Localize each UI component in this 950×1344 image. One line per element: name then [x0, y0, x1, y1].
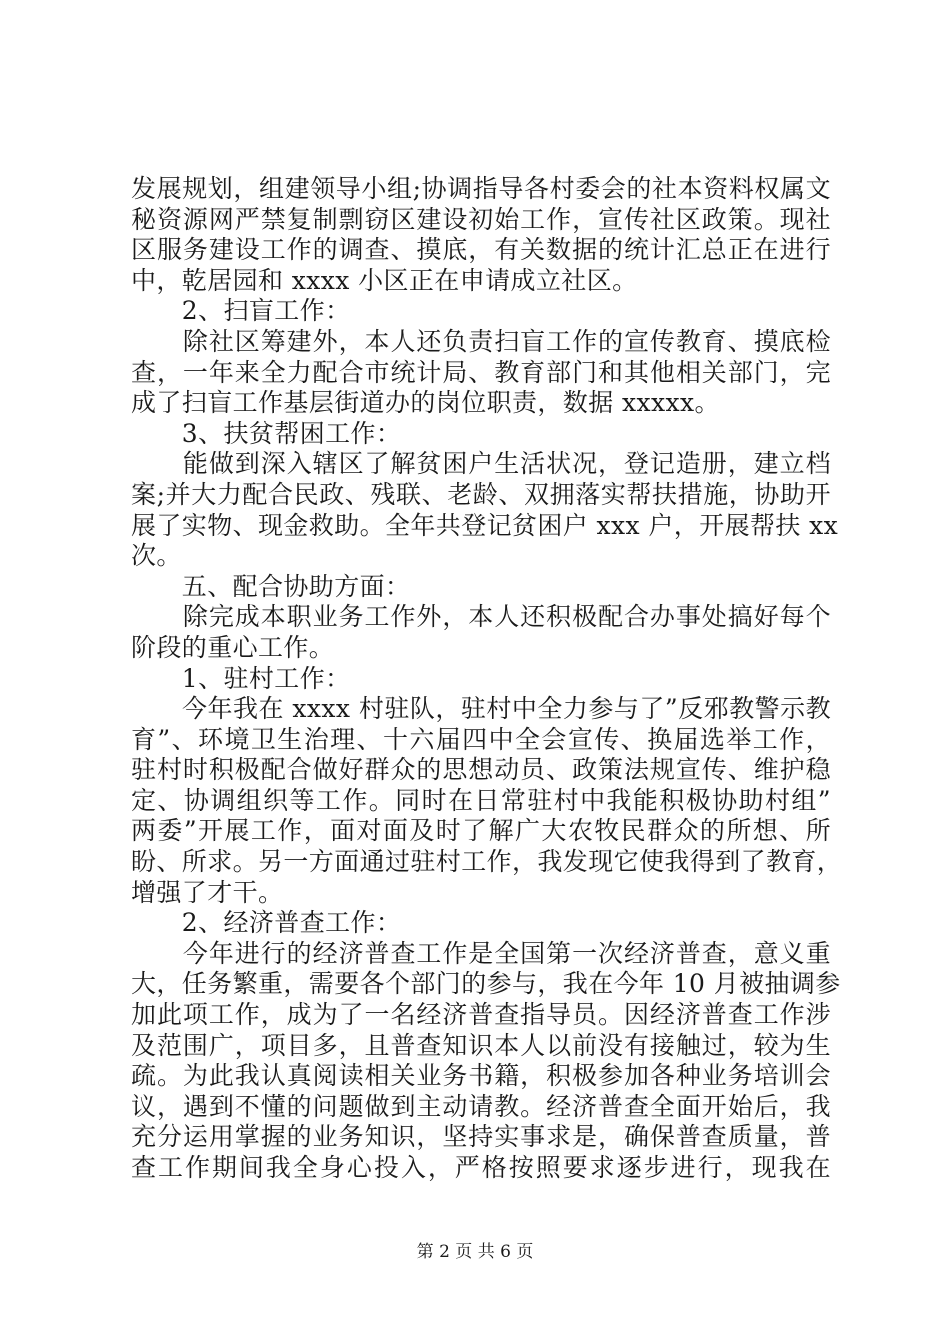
text-line: 及范围广，项目多，且普查知识本人以前没有接触过，较为生 — [131, 1030, 831, 1060]
document-body — [131, 174, 843, 1184]
text-line: 除完成本职业务工作外，本人还积极配合办事处搞好每个 — [131, 602, 831, 632]
text-line: 加此项工作，成为了一名经济普查指导员。因经济普查工作涉 — [131, 1000, 831, 1030]
text-line: 查，一年来全力配合市统计局、教育部门和其他相关部门，完 — [131, 357, 831, 387]
text-line: 区服务建设工作的调查、摸底，有关数据的统计汇总正在进行 — [131, 235, 831, 265]
text-line: 育”、环境卫生治理、十六届四中全会宣传、换届选举工作， — [131, 724, 831, 754]
text-line: 3、扶贫帮困工作： — [131, 418, 402, 448]
text-line: 能做到深入辖区了解贫困户生活状况，登记造册，建立档 — [131, 449, 831, 479]
text-line: 充分运用掌握的业务知识，坚持实事求是，确保普查质量，普 — [131, 1122, 831, 1152]
text-line: 今年我在 xxxx 村驻队，驻村中全力参与了”反邪教警示教 — [131, 694, 831, 724]
text-line: 秘资源网严禁复制剽窃区建设初始工作，宣传社区政策。现社 — [131, 204, 831, 234]
text-line: 五、配合协助方面： — [131, 571, 411, 601]
text-line: 议，遇到不懂的问题做到主动请教。经济普查全面开始后，我 — [131, 1091, 831, 1121]
text-line: 成了扫盲工作基层街道办的岗位职责，数据 xxxxx。 — [131, 388, 720, 418]
text-line: 两委”开展工作，面对面及时了解广大农牧民群众的所想、所 — [131, 816, 831, 846]
text-line: 今年进行的经济普查工作是全国第一次经济普查，意义重 — [131, 938, 831, 968]
page-footer: 第 2 页 共 6 页 — [416, 1242, 534, 1262]
text-line: 案;并大力配合民政、残联、老龄、双拥落实帮扶措施，协助开 — [131, 479, 831, 509]
text-line: 2、经济普查工作： — [131, 908, 402, 938]
text-line: 疏。为此我认真阅读相关业务书籍，积极参加各种业务培训会 — [131, 1061, 831, 1091]
text-line: 次。 — [131, 541, 182, 571]
text-line: 展了实物、现金救助。全年共登记贫困户 xxx 户，开展帮扶 xx — [131, 510, 839, 540]
text-line: 大，任务繁重，需要各个部门的参与，我在今年 10 月被抽调参 — [131, 969, 841, 999]
text-line: 1、驻村工作： — [131, 663, 351, 693]
text-line: 中，乾居园和 xxxx 小区正在申请成立社区。 — [131, 265, 638, 295]
text-line: 2、扫盲工作： — [131, 296, 351, 326]
text-line: 发展规划，组建领导小组;协调指导各村委会的社本资料权属文 — [131, 174, 831, 203]
text-line: 定、协调组织等工作。同时在日常驻村中我能积极协助村组” — [131, 785, 831, 815]
text-line: 查工作期间我全身心投入，严格按照要求逐步进行，现我在 — [131, 1153, 831, 1182]
text-line: 盼、所求。另一方面通过驻村工作，我发现它使我得到了教育， — [131, 847, 843, 877]
text-line: 阶段的重心工作。 — [131, 632, 335, 662]
text-line: 除社区筹建外，本人还负责扫盲工作的宣传教育、摸底检 — [131, 326, 831, 356]
text-line: 驻村时积极配合做好群众的思想动员、政策法规宣传、维护稳 — [131, 755, 831, 785]
text-line: 增强了才干。 — [131, 877, 284, 907]
